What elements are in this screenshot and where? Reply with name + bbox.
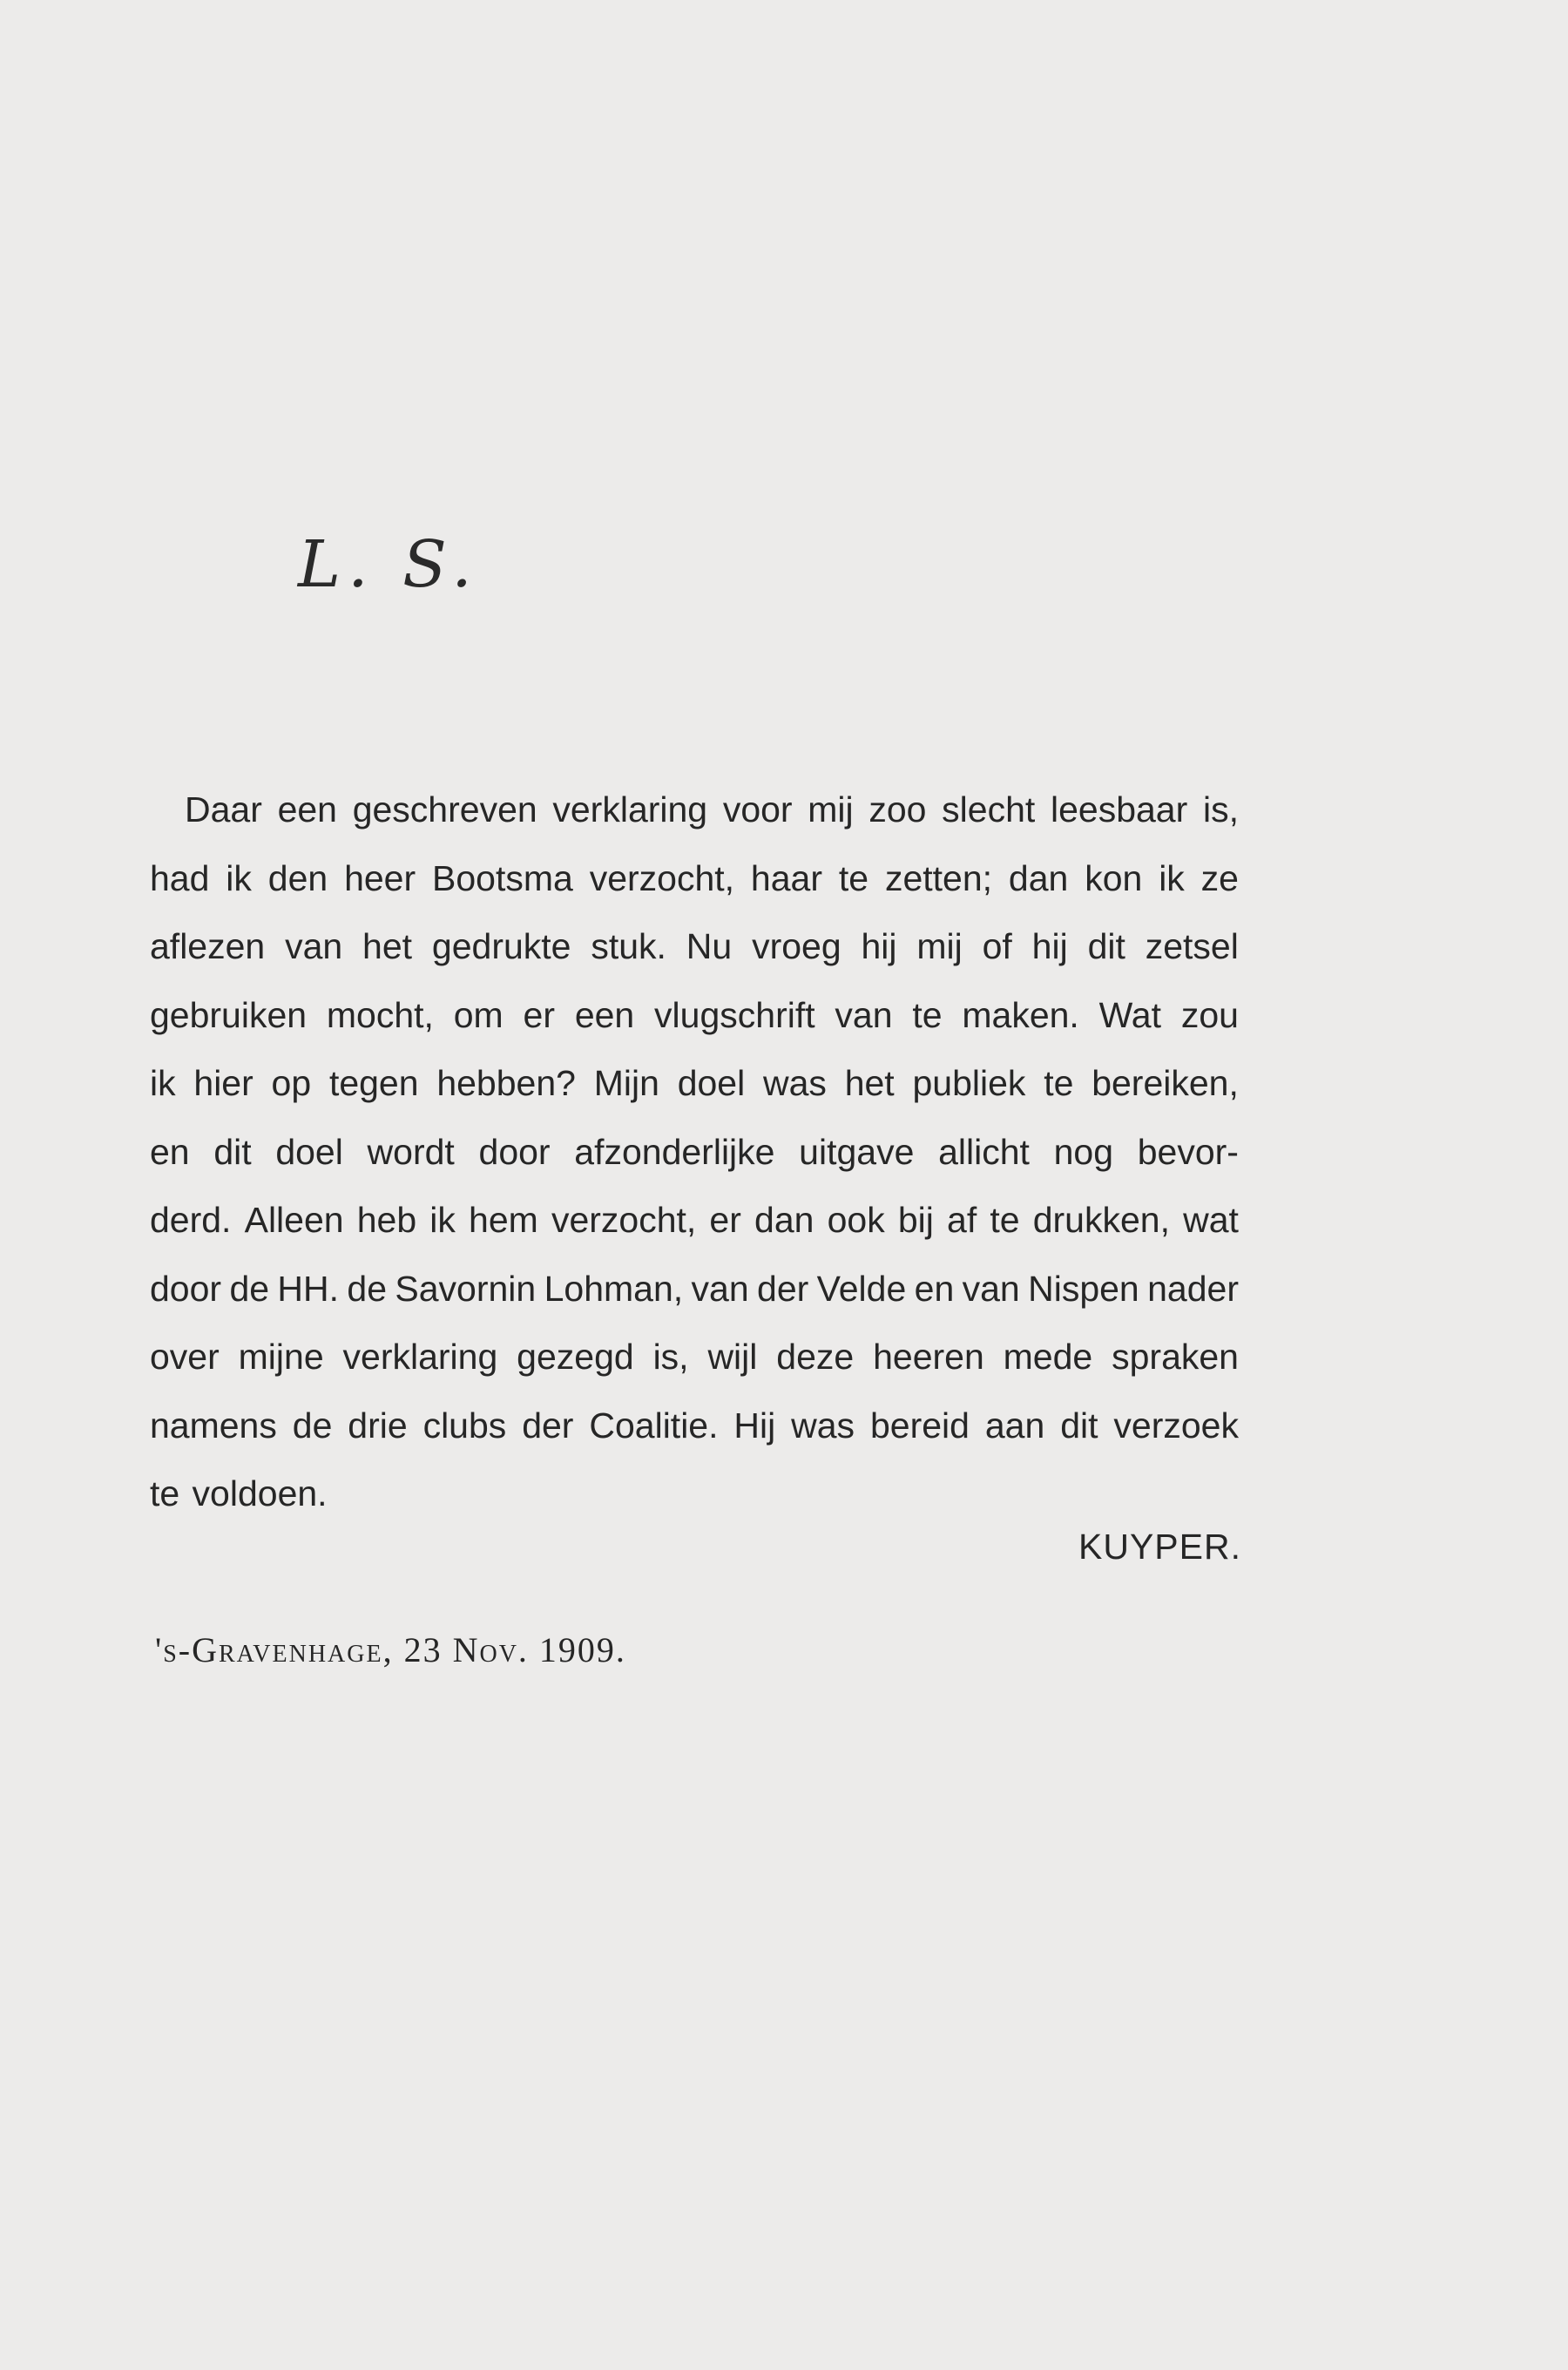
word: voor bbox=[722, 789, 793, 830]
word: Alleen bbox=[244, 1200, 344, 1240]
word: der bbox=[757, 1268, 809, 1309]
word: haar bbox=[750, 857, 822, 898]
word: zetsel bbox=[1145, 926, 1239, 966]
word: verklaring bbox=[342, 1337, 498, 1377]
word: verklaring bbox=[552, 789, 708, 830]
heading-ls: L. S. bbox=[298, 527, 479, 602]
word: geschreven bbox=[352, 789, 537, 830]
word: nader bbox=[1147, 1268, 1239, 1309]
word: mijne bbox=[238, 1337, 324, 1377]
word: gebruiken bbox=[150, 994, 308, 1035]
word: hij bbox=[1031, 926, 1068, 966]
word: en bbox=[150, 1131, 190, 1172]
word: een bbox=[574, 994, 635, 1035]
word: hem bbox=[469, 1200, 538, 1240]
word: doel bbox=[275, 1131, 343, 1172]
statement-paragraph bbox=[150, 775, 1239, 1528]
word: wijl bbox=[707, 1337, 758, 1377]
word: het bbox=[362, 926, 413, 966]
signature-kuyper: KUYPER. bbox=[1078, 1527, 1241, 1567]
text-line bbox=[150, 1186, 1239, 1255]
word: de bbox=[347, 1268, 388, 1309]
word: verzocht, bbox=[589, 857, 735, 898]
word: dan bbox=[754, 1200, 814, 1240]
word: de bbox=[229, 1268, 270, 1309]
word: slecht bbox=[942, 789, 1036, 830]
word: te bbox=[912, 994, 943, 1035]
word: er bbox=[523, 994, 555, 1035]
word: ook bbox=[827, 1200, 885, 1240]
word: de bbox=[292, 1405, 333, 1446]
word: is, bbox=[1202, 789, 1239, 830]
word: kon bbox=[1085, 857, 1143, 898]
word: mede bbox=[1003, 1337, 1093, 1377]
word: dan bbox=[1008, 857, 1069, 898]
word: te bbox=[838, 857, 869, 898]
word: het bbox=[844, 1063, 895, 1103]
word: bereiken, bbox=[1092, 1063, 1239, 1103]
word: mij bbox=[808, 789, 854, 830]
word: ik bbox=[150, 1063, 176, 1103]
word: dit bbox=[1060, 1405, 1098, 1446]
word: zetten; bbox=[884, 857, 993, 898]
word: of bbox=[982, 926, 1012, 966]
word: namens bbox=[150, 1405, 277, 1446]
word: af bbox=[947, 1200, 977, 1240]
word: ze bbox=[1200, 857, 1239, 898]
word: doel bbox=[677, 1063, 746, 1103]
word: drie bbox=[348, 1405, 408, 1446]
word: Daar bbox=[185, 789, 262, 830]
text-line bbox=[150, 1255, 1239, 1324]
word: Wat bbox=[1098, 994, 1161, 1035]
word: drukken, bbox=[1032, 1200, 1170, 1240]
word: ik bbox=[226, 857, 252, 898]
word: maken. bbox=[962, 994, 1079, 1035]
word: Coalitie. bbox=[589, 1405, 719, 1446]
word: der bbox=[522, 1405, 574, 1446]
word: te bbox=[150, 1473, 180, 1513]
word: vroeg bbox=[752, 926, 841, 966]
word: te bbox=[1044, 1063, 1074, 1103]
word: bij bbox=[897, 1200, 934, 1240]
word: Velde bbox=[816, 1268, 907, 1309]
word: Mijn bbox=[593, 1063, 659, 1103]
word: heer bbox=[344, 857, 416, 898]
word: voldoen. bbox=[192, 1473, 328, 1513]
word: uitgave bbox=[799, 1131, 915, 1172]
text-line bbox=[150, 1118, 1239, 1187]
word: Lohman, bbox=[544, 1268, 684, 1309]
word: aan bbox=[984, 1405, 1045, 1446]
text-line bbox=[150, 981, 1239, 1050]
word: spraken bbox=[1112, 1337, 1239, 1377]
word: derd. bbox=[150, 1200, 232, 1240]
word: clubs bbox=[422, 1405, 507, 1446]
text-line bbox=[150, 1049, 1239, 1118]
word: had bbox=[150, 857, 210, 898]
word: was bbox=[791, 1405, 855, 1446]
word: wat bbox=[1183, 1200, 1239, 1240]
word: heb bbox=[356, 1200, 417, 1240]
dateline: 's-Gravenhage, 23 Nov. 1909. bbox=[155, 1630, 626, 1669]
word: over bbox=[150, 1337, 220, 1377]
word: van bbox=[835, 994, 893, 1035]
word: bereid bbox=[869, 1405, 970, 1446]
word: van bbox=[691, 1268, 749, 1309]
word: tegen bbox=[328, 1063, 419, 1103]
word: stuk. bbox=[591, 926, 666, 966]
word: door bbox=[478, 1131, 551, 1172]
word: is, bbox=[652, 1337, 689, 1377]
word: te bbox=[990, 1200, 1020, 1240]
word: verzoek bbox=[1113, 1405, 1239, 1446]
text-line bbox=[150, 775, 1239, 844]
word: hij bbox=[861, 926, 897, 966]
word: mij bbox=[916, 926, 963, 966]
word: gedrukte bbox=[431, 926, 571, 966]
text-line bbox=[150, 912, 1239, 981]
word: en bbox=[914, 1268, 955, 1309]
word: hier bbox=[193, 1063, 253, 1103]
word: van bbox=[285, 926, 343, 966]
word: gezegd bbox=[517, 1337, 634, 1377]
word: den bbox=[267, 857, 328, 898]
word: er bbox=[709, 1200, 741, 1240]
word: publiek bbox=[912, 1063, 1026, 1103]
word: bevor- bbox=[1137, 1131, 1239, 1172]
word: Bootsma bbox=[432, 857, 573, 898]
word: vlugschrift bbox=[654, 994, 815, 1035]
word: van bbox=[962, 1268, 1020, 1309]
word: Nispen bbox=[1028, 1268, 1139, 1309]
word: HH. bbox=[277, 1268, 340, 1309]
text-line bbox=[150, 844, 1239, 913]
word: een bbox=[277, 789, 337, 830]
word: aflezen bbox=[150, 926, 266, 966]
word: Hij bbox=[733, 1405, 776, 1446]
word: Nu bbox=[686, 926, 733, 966]
word: was bbox=[763, 1063, 827, 1103]
text-line bbox=[150, 1392, 1239, 1460]
word: afzonderlijke bbox=[574, 1131, 775, 1172]
word: hebben? bbox=[436, 1063, 576, 1103]
word: nog bbox=[1053, 1131, 1114, 1172]
word: mocht, bbox=[326, 994, 434, 1035]
word: ik bbox=[429, 1200, 456, 1240]
word: zou bbox=[1180, 994, 1239, 1035]
word: op bbox=[271, 1063, 312, 1103]
word: verzocht, bbox=[551, 1200, 697, 1240]
word: allicht bbox=[938, 1131, 1030, 1172]
word: heeren bbox=[873, 1337, 984, 1377]
word: dit bbox=[213, 1131, 252, 1172]
word: dit bbox=[1087, 926, 1125, 966]
word: zoo bbox=[868, 789, 927, 830]
word: ik bbox=[1159, 857, 1185, 898]
word: deze bbox=[776, 1337, 855, 1377]
word: Savornin bbox=[395, 1268, 537, 1309]
text-line bbox=[150, 1323, 1239, 1392]
text-line bbox=[150, 1459, 1239, 1528]
word: leesbaar bbox=[1050, 789, 1188, 830]
word: door bbox=[150, 1268, 222, 1309]
word: om bbox=[453, 994, 504, 1035]
word: wordt bbox=[367, 1131, 455, 1172]
